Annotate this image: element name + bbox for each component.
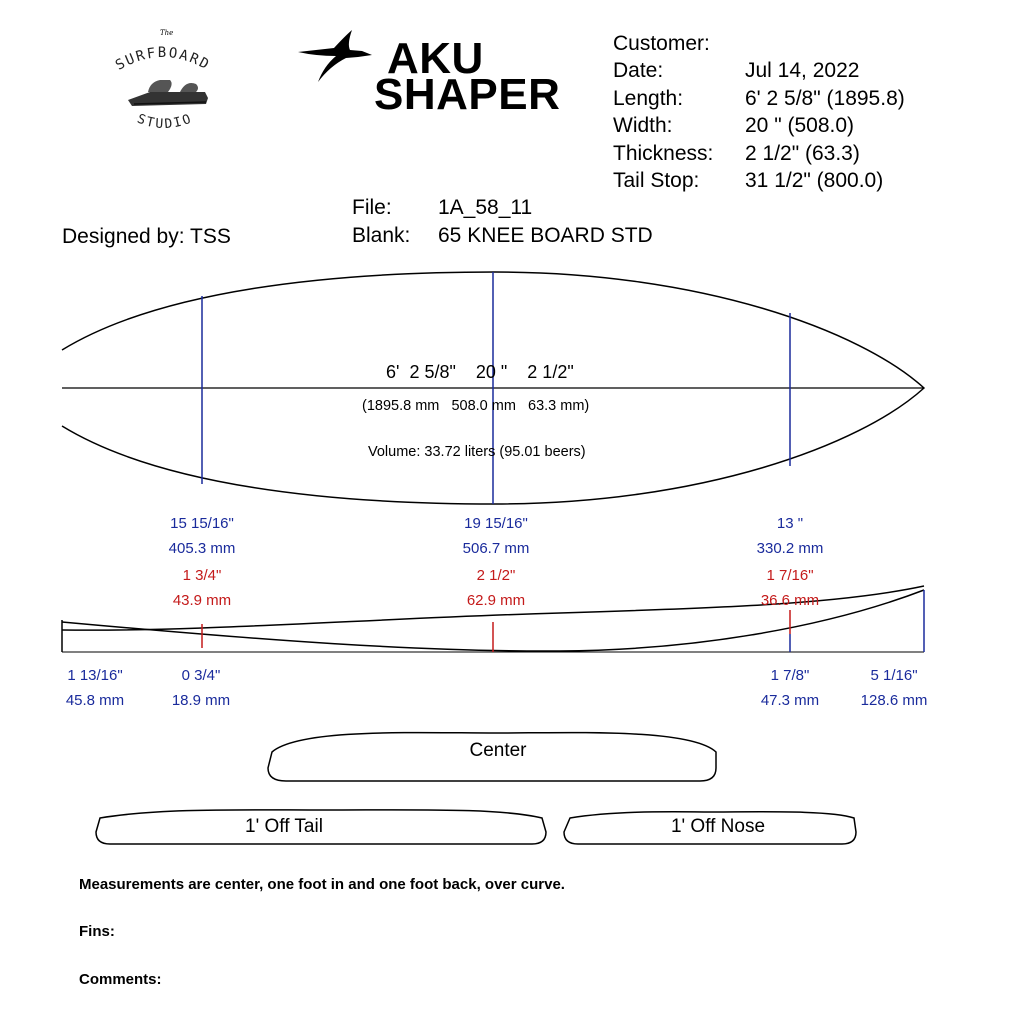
spec-label-customer: Customer: (613, 32, 710, 55)
fins-label: Fins: (79, 923, 115, 940)
rocker-nose-mm: 128.6 mm (860, 692, 928, 709)
file-value: 1A_58_11 (438, 196, 533, 219)
logo-top-text: SURFBOARD (112, 45, 214, 74)
outline-dims-imperial: 6' 2 5/8" 20 " 2 1/2" (386, 362, 574, 382)
width-nose-in: 13 " (776, 515, 804, 532)
rocker-one-foot-tail-mm: 18.9 mm (171, 692, 231, 709)
outline-dims-metric: (1895.8 mm 508.0 mm 63.3 mm) (362, 398, 590, 414)
spec-label-tail-stop: Tail Stop: (613, 169, 700, 192)
bird-icon (298, 30, 372, 82)
thickness-center-mm: 62.9 mm (466, 592, 526, 609)
spec-label-length: Length: (613, 87, 684, 110)
thickness-nose-mm: 36.6 mm (760, 592, 820, 609)
width-nose-mm: 330.2 mm (756, 540, 824, 557)
blank-label: Blank: (352, 224, 411, 247)
rocker-one-foot-tail-in: 0 3/4" (181, 667, 221, 684)
spec-label-width: Width: (613, 114, 673, 137)
brand-aku: AKU (387, 34, 484, 83)
svg-text:STUDIO (135, 111, 195, 132)
logo-bottom-text: STUDIO (134, 111, 195, 133)
thickness-nose-in: 1 7/16" (766, 567, 814, 584)
rail-tail-label: 1' Off Tail (245, 816, 323, 837)
svg-text:SURFBOARD (113, 45, 213, 74)
rocker-tail-mm: 45.8 mm (65, 692, 125, 709)
brand-shaper: SHAPER (374, 70, 561, 119)
spec-label-thickness: Thickness: (613, 142, 714, 165)
logo-small-text: The (160, 29, 174, 37)
file-label: File: (352, 196, 392, 219)
comments-label: Comments: (79, 971, 162, 988)
measurements-note: Measurements are center, one foot in and one foot back, over curve. (79, 876, 565, 893)
blank-value: 65 KNEE BOARD STD (438, 224, 653, 247)
spec-value-width: 20 " (508.0) (745, 114, 855, 137)
hand-plane-icon (128, 80, 208, 106)
spec-value-length: 6' 2 5/8" (1895.8) (745, 87, 905, 110)
rail-center-label: Center (469, 740, 527, 761)
spec-value-thickness: 2 1/2" (63.3) (745, 142, 860, 165)
width-tail-mm: 405.3 mm (168, 540, 236, 557)
spec-label-date: Date: (613, 59, 664, 82)
width-tail-in: 15 15/16" (170, 515, 234, 532)
board-outline (62, 272, 924, 504)
thickness-center-in: 2 1/2" (476, 567, 516, 584)
thickness-tail-mm: 43.9 mm (172, 592, 232, 609)
thickness-tail-in: 1 3/4" (182, 567, 222, 584)
rocker-tail-in: 1 13/16" (67, 667, 123, 684)
spec-value-date: Jul 14, 2022 (745, 59, 860, 82)
rocker-one-foot-nose-mm: 47.3 mm (760, 692, 820, 709)
rail-nose-label: 1' Off Nose (670, 816, 766, 837)
width-center-mm: 506.7 mm (462, 540, 530, 557)
outline-volume: Volume: 33.72 liters (95.01 beers) (368, 444, 586, 460)
width-center-in: 19 15/16" (464, 515, 528, 532)
spec-value-tail-stop: 31 1/2" (800.0) (745, 169, 884, 192)
rocker-nose-in: 5 1/16" (870, 667, 918, 684)
designer-text: Designed by: TSS (62, 225, 231, 248)
width-measure-lines (202, 272, 790, 504)
rocker-one-foot-nose-in: 1 7/8" (770, 667, 810, 684)
